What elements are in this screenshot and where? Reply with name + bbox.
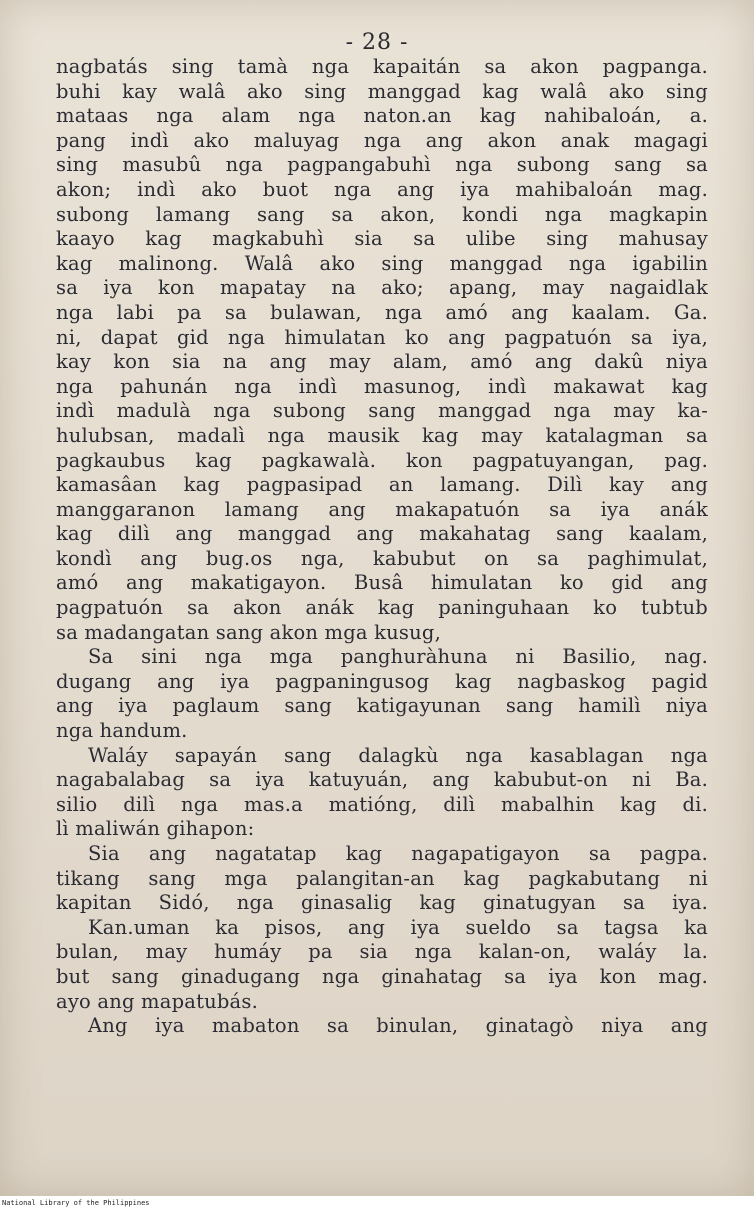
page-number: - 28 - — [345, 30, 409, 55]
text-line: kay kon sia na ang may alam, amó ang dakû niya — [56, 350, 708, 374]
text-line: nga labi pa sa bulawan, nga amó ang kaalam. Ga. — [56, 300, 708, 324]
text-line: tikang sang mga palangitan-an kag pagkabutang ni — [56, 866, 708, 890]
text-line: nagbatás sing tamà nga kapaitán sa akon pagpanga. — [56, 55, 708, 78]
text-line: pagkaubus kag pagkawalà. kon pagpatuyangan, pag. — [56, 448, 708, 472]
text-line: bulan, may humáy pa sia nga kalan-on, waláy la. — [56, 940, 708, 964]
text-line: kamasâan kag pagpasipad an lamang. Dilì kay ang — [56, 473, 708, 497]
text-line: kondì ang bug.os nga, kabubut on sa paghimulat, — [56, 546, 708, 570]
text-line: ayo ang mapatubás. — [56, 989, 258, 1013]
text-line: lì maliwán gihapon: — [56, 817, 255, 841]
text-line: Kan.uman ka pisos, ang iya sueldo sa tagsa ka — [88, 915, 708, 939]
text-line: ang iya paglaum sang katigayunan sang hamilì niya — [56, 694, 708, 718]
text-line: silio dilì nga mas.a matióng, dilì mabalhin kag di. — [56, 792, 708, 816]
text-line: manggaranon lamang ang makapatuón sa iya anák — [56, 497, 708, 521]
text-line: Sia ang nagatatap kag nagapatigayon sa pagpa. — [88, 842, 708, 865]
text-line: akon; indì ako buot nga ang iya mahibaloán mag. — [56, 177, 708, 201]
body-text — [56, 55, 708, 1039]
text-line: sa iya kon mapatay na ako; apang, may nagaidlak — [56, 276, 708, 300]
text-line: pagpatuón sa akon anák kag paninguhaan ko tubtub — [56, 596, 708, 620]
text-line: ni, dapat gid nga himulatan ko ang pagpatuón sa iya, — [56, 325, 708, 349]
text-line: indì madulà nga subong sang manggad nga may ka- — [56, 399, 708, 423]
text-line: nga pahunán nga indì masunog, indì makawat kag — [56, 374, 708, 398]
text-line: buhi kay walâ ako sing manggad kag walâ ako sing — [56, 79, 708, 103]
text-line: Waláy sapayán sang dalagkù nga kasablagan nga — [88, 743, 708, 767]
text-line: pang indì ako maluyag nga ang akon anak magagi — [56, 128, 708, 152]
text-line: dugang ang iya pagpaningusog kag nagbaskog pagid — [56, 669, 708, 693]
text-line: but sang ginadugang nga ginahatag sa iya kon mag. — [56, 964, 708, 988]
text-line: Sa sini nga mga panghuràhuna ni Basilio, nag. — [88, 645, 708, 669]
text-line: nga handum. — [56, 719, 188, 743]
text-line: mataas nga alam nga naton.an kag nahibaloán, a. — [56, 104, 708, 128]
text-line: kag malinong. Walâ ako sing manggad nga igabilin — [56, 251, 708, 275]
text-line: kaayo kag magkabuhì sia sa ulibe sing mahusay — [56, 227, 708, 251]
text-line: hulubsan, madalì nga mausik kag may katalagman sa — [56, 423, 708, 447]
text-line: amó ang makatigayon. Busâ himulatan ko gid ang — [56, 571, 708, 595]
source-credit: National Library of the Philippines — [2, 1199, 150, 1207]
text-line: subong lamang sang sa akon, kondi nga magkapin — [56, 202, 708, 226]
text-line: sa madangatan sang akon mga kusug, — [56, 620, 441, 644]
text-line: sing masubû nga pagpangabuhì nga subong sang sa — [56, 153, 708, 177]
text-line: nagabalabag sa iya katuyuán, ang kabubut-on ni Ba. — [56, 768, 708, 792]
text-line: kag dilì ang manggad ang makahatag sang kaalam, — [56, 522, 708, 546]
text-line: Ang iya mabaton sa binulan, ginatagò niya ang — [88, 1014, 708, 1038]
text-line: kapitan Sidó, nga ginasalig kag ginatugyan sa iya. — [56, 891, 708, 915]
